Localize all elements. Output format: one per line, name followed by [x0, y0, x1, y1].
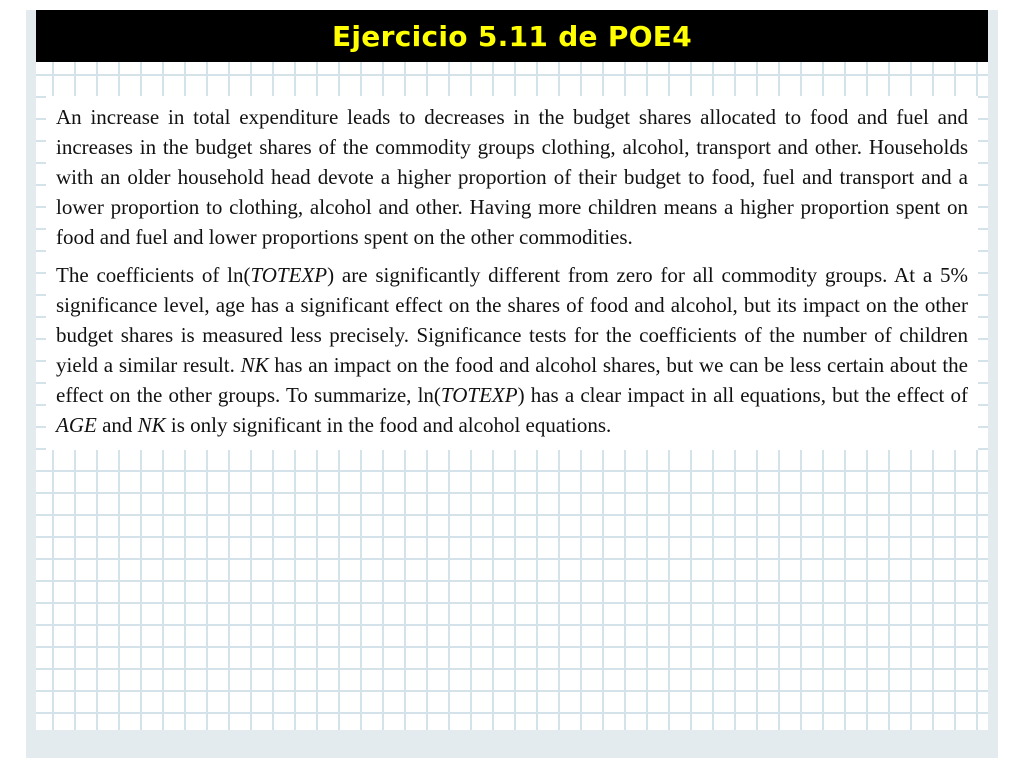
slide-title: Ejercicio 5.11 de POE4 — [331, 19, 693, 53]
nk-variable: NK — [240, 353, 269, 377]
paragraph-2-text: has an impact on the food and alcohol shares, but we can be less certain about the effect on the other groups. To summarize, ln( — [56, 353, 968, 407]
totexp-variable: TOTEXP — [250, 263, 328, 287]
title-bar — [36, 10, 988, 62]
paragraph-2-text: ) are significantly different from zero for all commodity groups. At a 5% significance level, age has a significant effect on the shares of food and alcohol, but its impact on the other budget shares is measured less precisely. Significance tests for the coefficients of the number of children yield a similar result. — [56, 263, 968, 377]
paragraph-2 — [56, 260, 968, 440]
paragraph-2-text: ) has a clear impact in all equations, but the effect of — [517, 383, 968, 407]
paragraph-1: An increase in total expenditure leads to decreases in the budget shares allocated to food and fuel and increases in the budget shares of the commodity groups clothing, alcohol, transport and other. Households with an older household head devote a higher proportion of their budget to food, fuel and transport and a lower proportion to clothing, alcohol and other. Having more children means a higher proportion spent on food and fuel and lower proportions spent on the other commodities. — [56, 105, 968, 249]
paragraph-2-text: The coefficients of ln( — [56, 263, 251, 287]
content-box — [46, 96, 978, 450]
nk-variable: NK — [137, 413, 166, 437]
age-variable: AGE — [56, 413, 97, 437]
totexp-variable: TOTEXP — [440, 383, 518, 407]
paragraph-2-text: is only significant in the food and alcohol equations. — [165, 413, 612, 437]
paragraph-2-text: and — [96, 413, 138, 437]
